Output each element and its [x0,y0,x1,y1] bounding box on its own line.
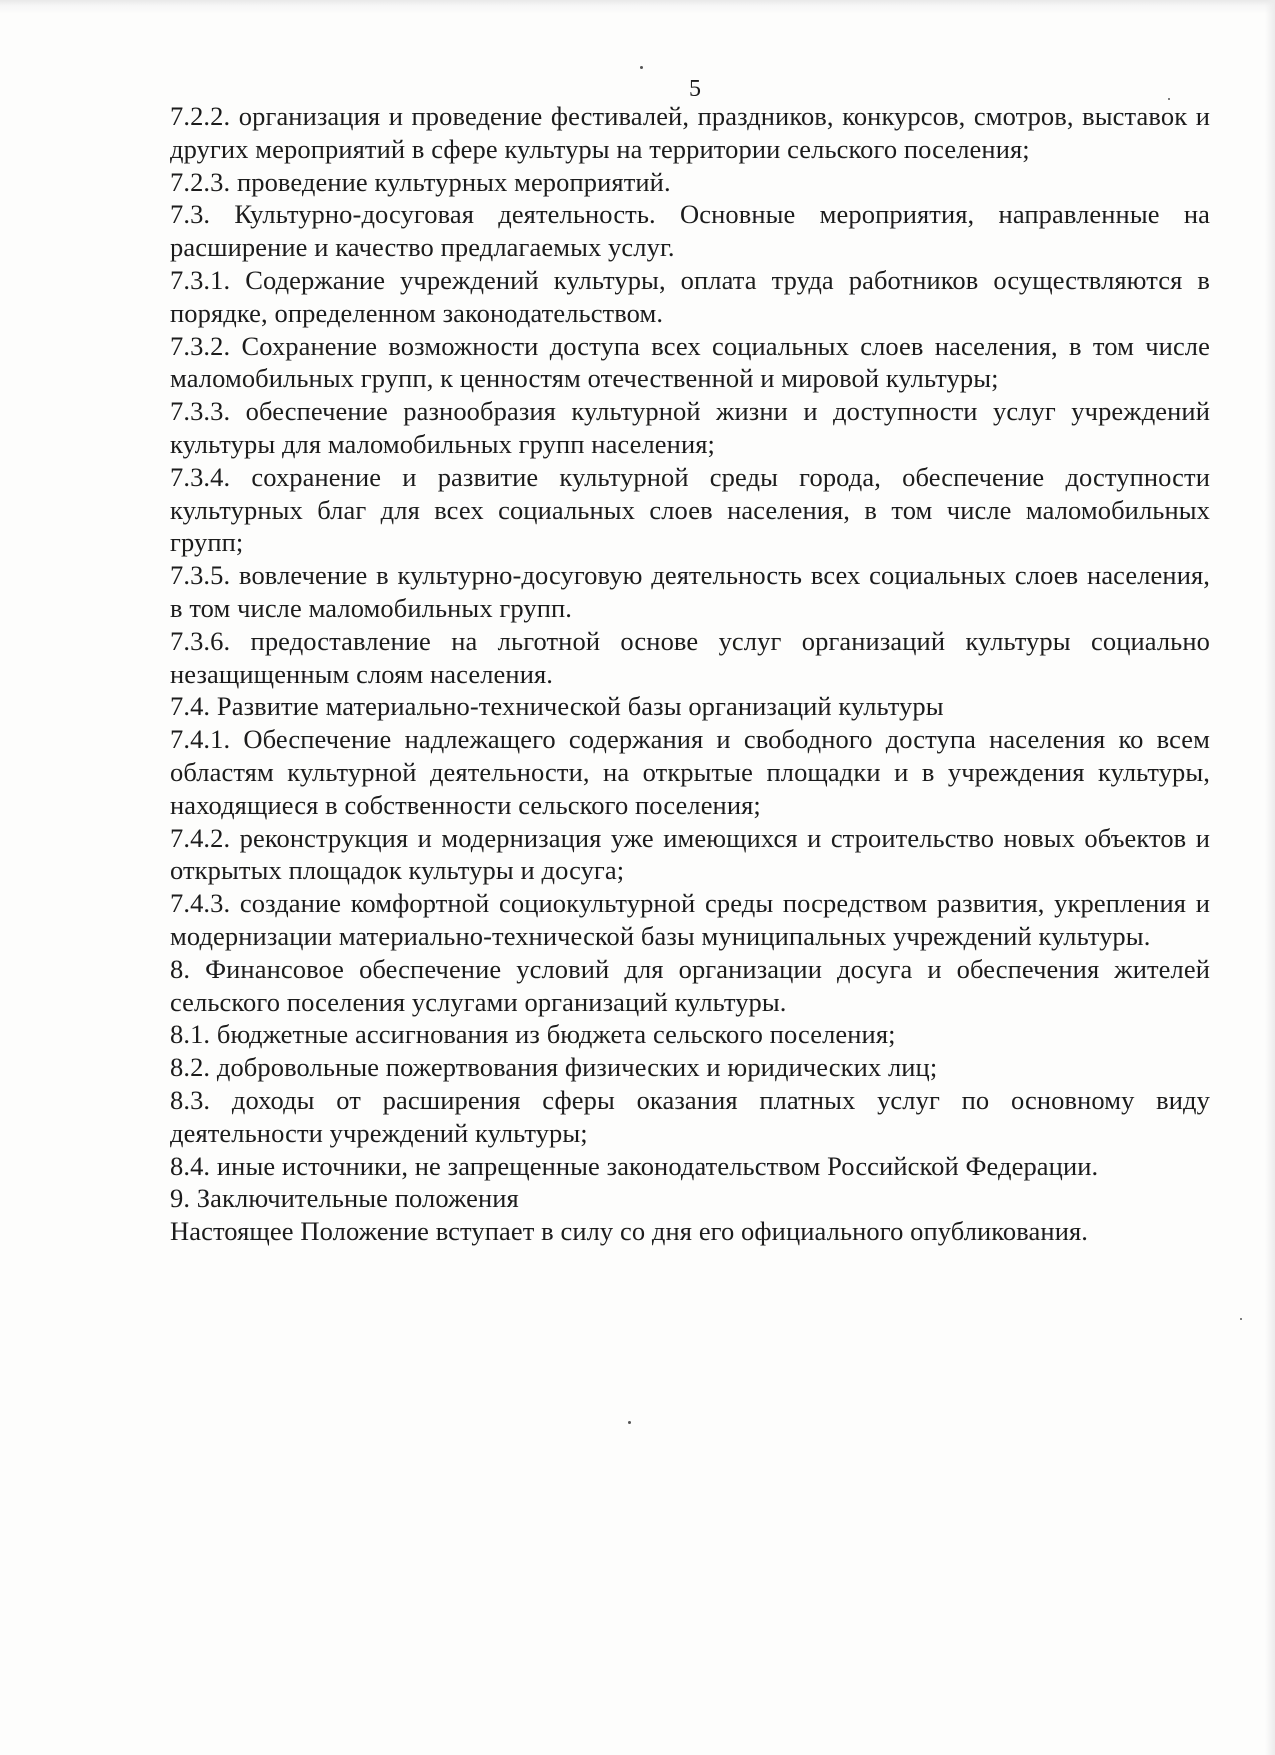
paragraph: 7.4. Развитие материально-технической базы организаций культуры [170,691,944,722]
scan-speck [1240,1318,1242,1320]
scan-speck [640,66,643,69]
paragraph: 7.3.1. Содержание учреждений культуры, оплата труда работников осуществляются в порядке, определенном законодательством. [170,264,1210,328]
paragraph: 8. Финансовое обеспечение условий для организации досуга и обеспечения жителей сельского поселения услугами организаций культуры. [170,953,1210,1017]
scan-speck [628,1421,631,1424]
document-body [170,100,1210,1248]
paragraph: Настоящее Положение вступает в силу со дня его официального опубликования. [170,1216,1088,1247]
paragraph: 9. Заключительные положения [170,1183,519,1214]
paragraph: 7.3.3. обеспечение разнообразия культурной жизни и доступности услуг учреждений культуры для маломобильных групп населения; [170,396,1210,459]
paragraph: 7.3.5. вовлечение в культурно-досуговую деятельность всех социальных слоев населения, в том числе маломобильных групп. [170,560,1210,623]
paragraph: 7.3.6. предоставление на льготной основе услуг организаций культуры социально незащищенным слоям населения. [170,625,1210,689]
paragraph: 8.1. бюджетные ассигнования из бюджета сельского поселения; [170,1019,896,1050]
paragraph: 7.2.2. организация и проведение фестивалей, праздников, конкурсов, смотров, выставок и других мероприятий в сфере культуры на территории сельского поселения; [170,101,1210,164]
scan-edge-right [1265,0,1275,1755]
paragraph: 7.3. Культурно-досуговая деятельность. Основные мероприятия, направленные на расширение и качество предлагаемых услуг. [170,199,1210,263]
paragraph: 7.4.3. создание комфортной социокультурной среды посредством развития, укрепления и модернизации материально-технической базы муниципальных учреждений культуры. [170,888,1210,951]
paragraph: 7.2.3. проведение культурных мероприятий. [170,166,671,197]
paragraph: 8.2. добровольные пожертвования физических и юридических лиц; [170,1052,938,1083]
paragraph: 8.4. иные источники, не запрещенные законодательством Российской Федерации. [170,1150,1099,1181]
paragraph: 7.3.2. Сохранение возможности доступа всех социальных слоев населения, в том числе маломобильных групп, к ценностям отечественной и мировой культуры; [170,330,1210,394]
paragraph: 7.4.1. Обеспечение надлежащего содержания и свободного доступа населения ко всем областям культурной деятельности, на открытые площадки и в учреждения культуры, находящиеся в собственности сельского поселения; [170,724,1210,820]
paragraph: 7.4.2. реконструкция и модернизация уже имеющихся и строительство новых объектов и открытых площадок культуры и досуга; [170,822,1210,886]
page-number: 5 [689,76,701,102]
paragraph: 8.3. доходы от расширения сферы оказания платных услуг по основному виду деятельности учреждений культуры; [170,1084,1210,1148]
paragraph: 7.3.4. сохранение и развитие культурной среды города, обеспечение доступности культурных благ для всех социальных слоев населения, в том числе маломобильных групп; [170,461,1210,558]
scan-edge-top [0,0,1275,14]
